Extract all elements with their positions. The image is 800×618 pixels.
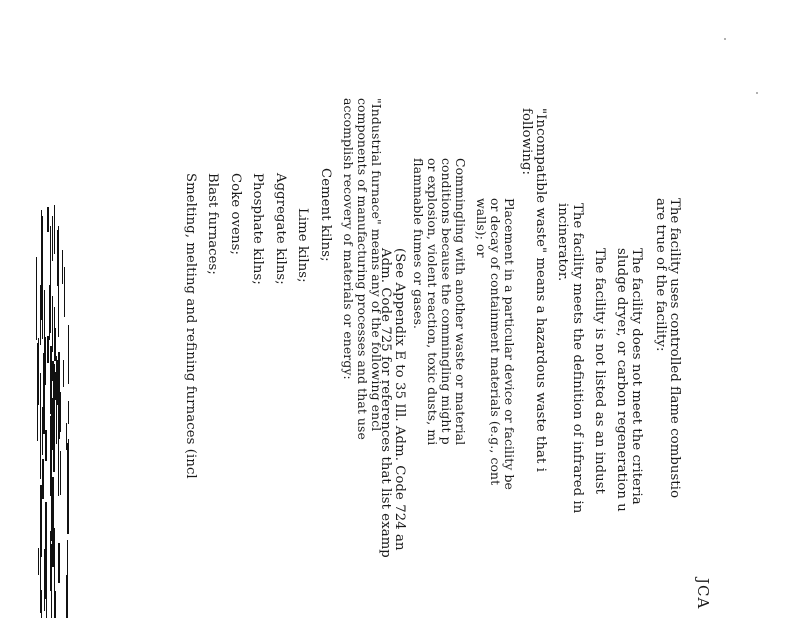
barcode-bar bbox=[43, 353, 45, 434]
barcode-bar bbox=[66, 575, 68, 618]
text-line: Aggregate kilns; bbox=[273, 173, 288, 285]
barcode-bar bbox=[58, 257, 59, 337]
barcode-bar bbox=[50, 226, 51, 333]
text-line: Blast furnaces; bbox=[205, 173, 220, 275]
barcode-bar bbox=[51, 582, 52, 618]
barcode-bar bbox=[52, 296, 53, 352]
barcode-bar bbox=[47, 336, 49, 363]
text-line: "Industrial furnace" means any of the following encl bbox=[369, 98, 384, 432]
text-line: components of manufacturing processes and that use bbox=[355, 98, 370, 440]
text-line: following: bbox=[519, 108, 534, 176]
text-line: Lime kilns; bbox=[295, 208, 310, 283]
barcode-bar bbox=[60, 392, 61, 432]
barcode-bar bbox=[50, 346, 52, 414]
text-line: Phosphate kilns; bbox=[250, 173, 265, 285]
barcode-bar bbox=[40, 285, 41, 345]
barcode-bar bbox=[54, 591, 56, 618]
text-line: are true of the facility: bbox=[653, 198, 668, 352]
text-line: or explosion, violent reaction, toxic dusts, mi bbox=[425, 158, 440, 446]
text-line: accomplish recovery of materials or energy: bbox=[341, 98, 356, 380]
scan-speck bbox=[724, 38, 726, 40]
text-line: Placement in a particular device or facility be bbox=[502, 198, 517, 490]
text-line: flammable fumes or gases. bbox=[411, 158, 426, 330]
barcode-bar bbox=[63, 360, 64, 387]
barcode-bar bbox=[50, 416, 51, 496]
barcode-bar bbox=[68, 439, 69, 489]
text-line: Adm. Code 725 for references that list examp bbox=[378, 248, 393, 558]
barcode-bar bbox=[52, 216, 53, 261]
barcode-bar bbox=[66, 423, 67, 450]
text-line: incinerator. bbox=[555, 203, 570, 282]
barcode-bar bbox=[45, 578, 46, 598]
barcode-bar bbox=[44, 549, 45, 611]
text-line: sludge dryer, or carbon regeneration u bbox=[614, 248, 629, 512]
text-line: The facility uses controlled flame combustio bbox=[667, 198, 682, 499]
barcode-bar bbox=[64, 267, 65, 317]
barcode-bar bbox=[54, 205, 55, 254]
text-line: conditions because the commingling might p bbox=[439, 158, 454, 445]
barcode-bar bbox=[52, 477, 54, 567]
barcode-bar bbox=[55, 372, 57, 400]
barcode-bar bbox=[50, 531, 51, 591]
text-line: The facility is not listed as an indust bbox=[592, 248, 607, 495]
text-line: The facility meets the definition of infrared in bbox=[570, 203, 585, 514]
barcode-bar bbox=[58, 543, 60, 583]
barcode-bar bbox=[51, 417, 52, 518]
text-line: Coke ovens; bbox=[228, 173, 243, 256]
barcode-bar bbox=[58, 352, 60, 439]
barcode-bar bbox=[62, 250, 63, 284]
barcode-bar bbox=[46, 559, 47, 618]
page-header-fragment: JCA bbox=[694, 578, 712, 610]
barcode-bar bbox=[37, 343, 39, 405]
barcode-bar bbox=[47, 207, 49, 232]
scan-speck bbox=[756, 92, 758, 94]
text-line: walls); or bbox=[474, 198, 489, 258]
barcode-bar bbox=[40, 485, 42, 557]
text-line: "Incompatible waste" means a hazardous waste that i bbox=[533, 108, 548, 473]
barcode-bar bbox=[45, 337, 46, 385]
text-line: Cement kilns; bbox=[318, 168, 333, 262]
barcode-bar bbox=[49, 285, 50, 340]
barcode-bar bbox=[54, 307, 55, 358]
text-line: Smelting, melting and refining furnaces (incl bbox=[183, 173, 198, 479]
barcode-bar bbox=[36, 257, 37, 340]
text-line: (See Appendix E to 35 Ill. Adm. Code 724 an bbox=[392, 248, 407, 551]
barcode-bar bbox=[68, 325, 69, 384]
barcode-bar bbox=[41, 590, 42, 618]
barcode-bar bbox=[60, 451, 61, 495]
barcode-bar bbox=[41, 210, 42, 237]
barcode-graphic bbox=[36, 196, 72, 618]
barcode-bar bbox=[42, 317, 43, 339]
barcode-bar bbox=[40, 373, 41, 479]
text-line: The facility does not meet the criteria bbox=[629, 248, 644, 505]
barcode-bar bbox=[57, 230, 58, 286]
text-line: or decay of containment materials (e.g., cont bbox=[488, 198, 503, 486]
barcode-bar bbox=[45, 430, 47, 461]
barcode-bar bbox=[38, 548, 39, 575]
barcode-bar bbox=[42, 459, 44, 499]
barcode-bar bbox=[68, 401, 69, 424]
text-line: Commingling with another waste or material bbox=[453, 158, 468, 446]
barcode-bar bbox=[42, 407, 43, 455]
scan-barcode-strip bbox=[36, 196, 72, 618]
barcode-bar bbox=[53, 373, 55, 472]
